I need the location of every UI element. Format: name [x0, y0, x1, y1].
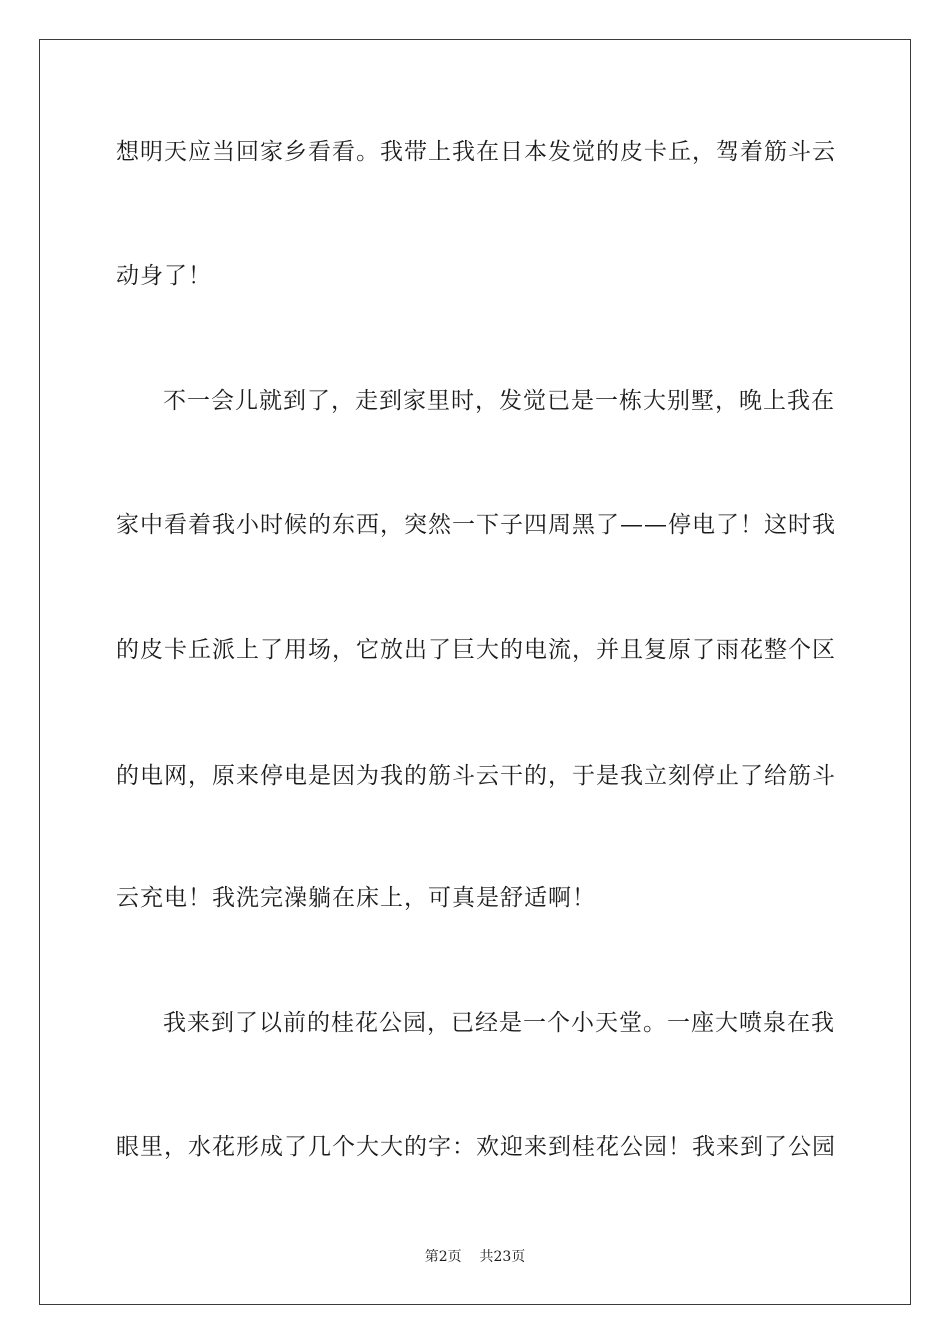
text-line: 家中看着我小时候的东西，突然一下子四周黑了——停电了！这时我	[116, 512, 836, 538]
text-line: 的皮卡丘派上了用场，它放出了巨大的电流，并且复原了雨花整个区	[116, 637, 836, 663]
current-page-label: 第2页	[424, 1249, 462, 1265]
text-line: 云充电！我洗完澡躺在床上，可真是舒适啊！	[116, 885, 596, 911]
page-footer	[0, 1247, 950, 1267]
paragraph-first-line: 我来到了以前的桂花公园，已经是一个小天堂。一座大喷泉在我	[163, 1010, 835, 1036]
text-line: 的电网，原来停电是因为我的筋斗云干的，于是我立刻停止了给筋斗	[116, 763, 836, 789]
total-pages-label: 共23页	[479, 1249, 526, 1265]
text-line: 动身了！	[116, 263, 212, 289]
paragraph-first-line: 不一会儿就到了，走到家里时，发觉已是一栋大别墅，晚上我在	[163, 388, 835, 414]
text-line: 想明天应当回家乡看看。我带上我在日本发觉的皮卡丘，驾着筋斗云	[116, 139, 836, 165]
text-line: 眼里，水花形成了几个大大的字：欢迎来到桂花公园！我来到了公园	[116, 1134, 836, 1160]
page-border	[39, 39, 911, 1305]
